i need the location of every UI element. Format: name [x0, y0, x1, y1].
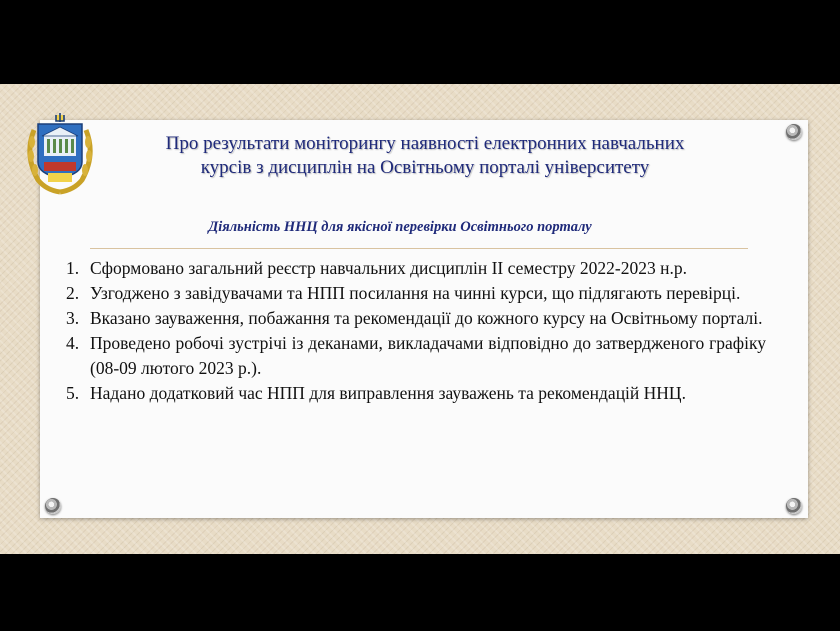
- rivet-bottom-right-icon: [786, 498, 802, 514]
- item-number: 3.: [66, 308, 80, 328]
- list-item: [66, 331, 766, 381]
- item-number: 5.: [66, 383, 80, 403]
- item-text: Проведено робочі зустрічі із деканами, викладачами відповідно до затвердженого графіку (08-09 лютого 2023 р.).: [90, 333, 766, 378]
- item-text: Вказано зауваження, побажання та рекомендації до кожного курсу на Освітньому порталі.: [90, 308, 763, 328]
- divider: [90, 248, 748, 249]
- list-item: [66, 256, 766, 281]
- slide-title: [100, 132, 750, 180]
- title-line-1: Про результати моніторингу наявності електронних навчальних: [165, 133, 685, 154]
- rivet-bottom-left-icon: [45, 498, 61, 514]
- university-emblem-icon: [24, 110, 96, 196]
- item-text: Надано додатковий час НПП для виправлення зауважень та рекомендацій ННЦ.: [90, 383, 686, 403]
- item-number: 4.: [66, 333, 80, 353]
- item-text: Сформовано загальний реєстр навчальних дисциплін ІІ семестру 2022-2023 н.р.: [90, 258, 687, 278]
- item-text: Узгоджено з завідувачами та НПП посилання на чинні курси, що підлягають перевірці.: [90, 283, 741, 303]
- item-number: 1.: [66, 258, 80, 278]
- list-item: [66, 281, 766, 306]
- section-subtitle: Діяльність ННЦ для якісної перевірки Освітнього порталу: [208, 219, 592, 235]
- item-number: 2.: [66, 283, 80, 303]
- activity-list: [66, 256, 766, 406]
- list-item: [66, 381, 766, 406]
- rivet-top-right-icon: [786, 124, 802, 140]
- list-item: [66, 306, 766, 331]
- title-line-2: курсів з дисциплін на Освітньому порталі університету: [200, 157, 650, 178]
